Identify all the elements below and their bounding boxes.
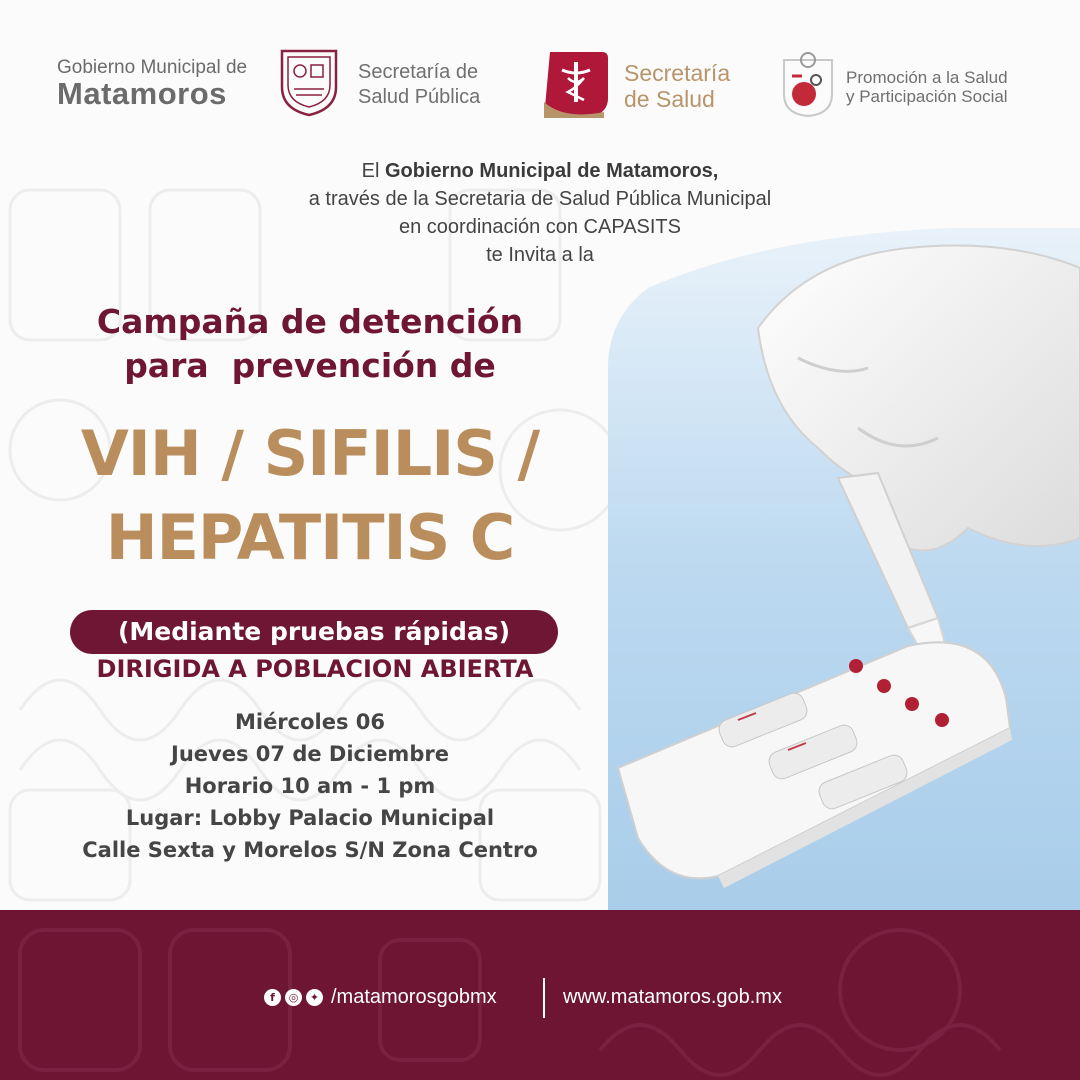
social-links[interactable]: [264, 984, 497, 1010]
rapid-test-photo: [608, 228, 1080, 910]
audience-label: DIRIGIDA A POBLACION ABIERTA: [96, 655, 534, 683]
promocion-salud-logo: [846, 68, 1008, 106]
intro-prefix: El: [361, 160, 385, 182]
intro-line2: a través de la Secretaria de Salud Pública Municipal: [308, 188, 772, 210]
ssp-line1: Secretaría de: [358, 61, 479, 83]
intro-text: [200, 157, 880, 269]
event-day2: Jueves 07 de Diciembre: [171, 742, 449, 766]
footer-divider: [543, 978, 545, 1018]
diseases-line1: VIH / SIFILIS /: [80, 417, 540, 490]
caduceus-icon: [544, 52, 608, 118]
twitter-icon[interactable]: ✦: [306, 989, 323, 1006]
facebook-icon[interactable]: f: [264, 989, 281, 1006]
gobierno-label: Gobierno Municipal de: [57, 57, 248, 78]
instagram-icon[interactable]: ◎: [285, 989, 302, 1006]
website-link[interactable]: www.matamoros.gob.mx: [563, 986, 782, 1008]
ss-line1: Secretaría: [624, 60, 731, 86]
matamoros-label: Matamoros: [57, 76, 227, 111]
footer-pattern: [0, 910, 1080, 1080]
intro-line3: en coordinación con CAPASITS: [398, 216, 681, 238]
matamoros-seal-icon: [278, 47, 340, 117]
method-pill: (Mediante pruebas rápidas): [70, 610, 558, 654]
prom-line1: Promoción a la Salud: [846, 68, 1008, 87]
secretaria-de-salud-logo: [624, 60, 730, 112]
promocion-salud-icon: [780, 50, 836, 118]
footer-bar: [0, 910, 1080, 1080]
event-schedule: Horario 10 am - 1 pm: [184, 774, 436, 798]
prom-line2: y Participación Social: [846, 87, 1008, 106]
ss-line2: de Salud: [624, 86, 715, 112]
secretaria-salud-publica-logo: [358, 60, 480, 110]
campaign-title: [30, 300, 590, 388]
gobierno-matamoros-logo: [57, 58, 247, 110]
diseases-heading: [20, 412, 600, 580]
ssp-line2: Salud Pública: [358, 86, 481, 108]
social-handle[interactable]: /matamorosgobmx: [331, 985, 497, 1008]
event-address: Calle Sexta y Morelos S/N Zona Centro: [82, 838, 538, 862]
intro-line4: te Invita a la: [486, 244, 594, 266]
header-logos: [0, 0, 1080, 150]
event-day1: Miércoles 06: [234, 710, 386, 734]
diseases-line2: HEPATITIS C: [105, 501, 515, 574]
campaign-line2: para prevención de: [124, 346, 496, 385]
campaign-line1: Campaña de detención: [96, 302, 524, 341]
event-details: [30, 706, 590, 866]
intro-organization: Gobierno Municipal de Matamoros,: [384, 160, 719, 182]
event-place: Lugar: Lobby Palacio Municipal: [125, 806, 495, 830]
